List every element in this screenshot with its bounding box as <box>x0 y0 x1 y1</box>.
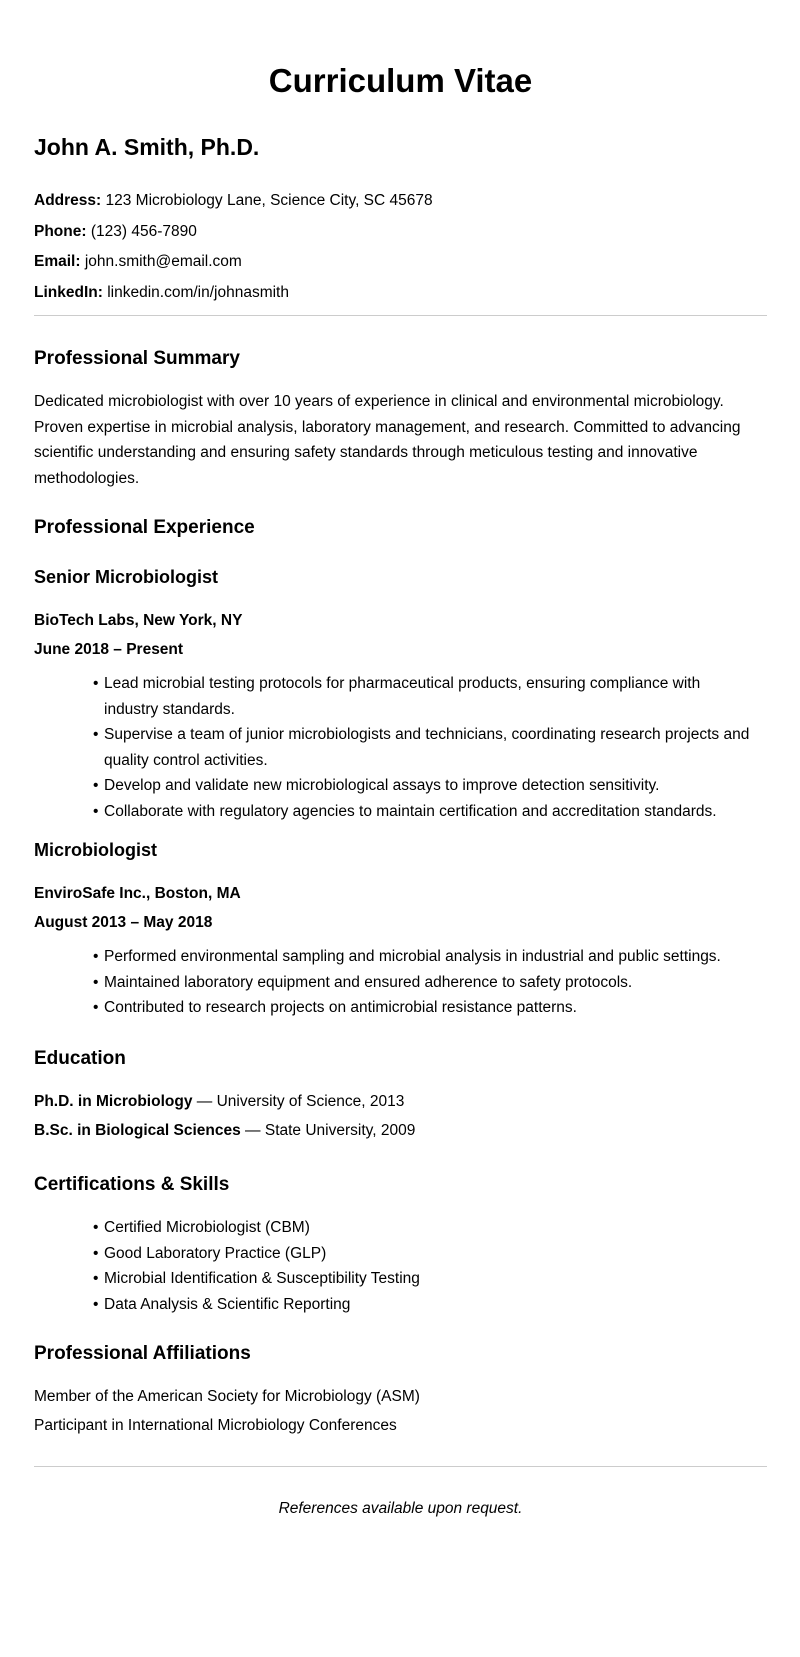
address-label: Address: <box>34 192 102 209</box>
contact-address <box>34 186 433 217</box>
job-employer: EnviroSafe Inc., Boston, MA <box>34 885 241 902</box>
list-item: • Contributed to research projects on antimicrobial resistance patterns. <box>94 995 754 1021</box>
email-label: Email: <box>34 253 81 270</box>
contact-email <box>34 247 433 278</box>
contact-linkedin <box>34 278 433 309</box>
list-item: • Develop and validate new microbiological assays to improve detection sensitivity. <box>94 773 754 799</box>
job-title: Microbiologist <box>34 840 157 860</box>
affiliation-item: Member of the American Society for Microbiology (ASM) <box>34 1388 420 1405</box>
references-note: References available upon request. <box>278 1500 523 1517</box>
document-title: Curriculum Vitae <box>268 62 533 99</box>
candidate-name: John A. Smith, Ph.D. <box>34 134 260 160</box>
list-item: • Lead microbial testing protocols for pharmaceutical products, ensuring compliance with industry standards. <box>94 671 754 722</box>
certifications-list <box>94 1215 754 1317</box>
list-item: • Good Laboratory Practice (GLP) <box>94 1241 754 1267</box>
list-item: • Supervise a team of junior microbiologists and technicians, coordinating research projects and quality control activities. <box>94 722 754 773</box>
phone-value: (123) 456-7890 <box>90 222 197 240</box>
job-dates: June 2018 – Present <box>34 641 184 658</box>
summary-text: Dedicated microbiologist with over 10 years of experience in clinical and environmental microbiology. Proven expertise in microbial analysis, laboratory management, and research. Committed to advancing scientific understanding and ensuring safety standards through meticulous testing and innovative methodologies. <box>34 393 741 487</box>
footer-divider <box>34 1466 767 1467</box>
list-item: • Collaborate with regulatory agencies to maintain certification and accreditation standards. <box>94 799 754 825</box>
job-title: Senior Microbiologist <box>34 567 219 587</box>
list-item: • Data Analysis & Scientific Reporting <box>94 1292 754 1318</box>
list-item: • Microbial Identification & Susceptibility Testing <box>94 1266 754 1292</box>
education-heading: Education <box>34 1048 126 1069</box>
degree-name: B.Sc. in Biological Sciences <box>34 1122 241 1139</box>
linkedin-value: linkedin.com/in/johnasmith <box>107 283 289 301</box>
contact-phone <box>34 217 433 248</box>
job-dates: August 2013 – May 2018 <box>34 914 213 931</box>
degree-detail: — University of Science, 2013 <box>192 1093 405 1110</box>
degree-detail: — State University, 2009 <box>240 1122 416 1139</box>
list-item: • Certified Microbiologist (CBM) <box>94 1215 754 1241</box>
certifications-heading: Certifications & Skills <box>34 1174 230 1195</box>
list-item: • Performed environmental sampling and microbial analysis in industrial and public settings. <box>94 944 754 970</box>
job-duties-list <box>94 944 754 1021</box>
list-item: • Maintained laboratory equipment and ensured adherence to safety protocols. <box>94 970 754 996</box>
affiliations-heading: Professional Affiliations <box>34 1343 251 1364</box>
phone-label: Phone: <box>34 222 87 240</box>
email-value: john.smith@email.com <box>84 253 242 270</box>
contact-block <box>34 186 433 308</box>
degree-entry <box>34 1091 404 1113</box>
affiliation-item: Participant in International Microbiology Conferences <box>34 1417 397 1434</box>
job-employer: BioTech Labs, New York, NY <box>34 612 243 629</box>
header-divider <box>34 315 767 316</box>
linkedin-label: LinkedIn: <box>34 283 103 301</box>
summary-heading: Professional Summary <box>34 348 240 369</box>
job-duties-list <box>94 671 754 824</box>
address-value: 123 Microbiology Lane, Science City, SC 45678 <box>105 192 433 209</box>
degree-entry <box>34 1120 415 1142</box>
degree-name: Ph.D. in Microbiology <box>34 1093 193 1110</box>
experience-heading: Professional Experience <box>34 517 255 538</box>
